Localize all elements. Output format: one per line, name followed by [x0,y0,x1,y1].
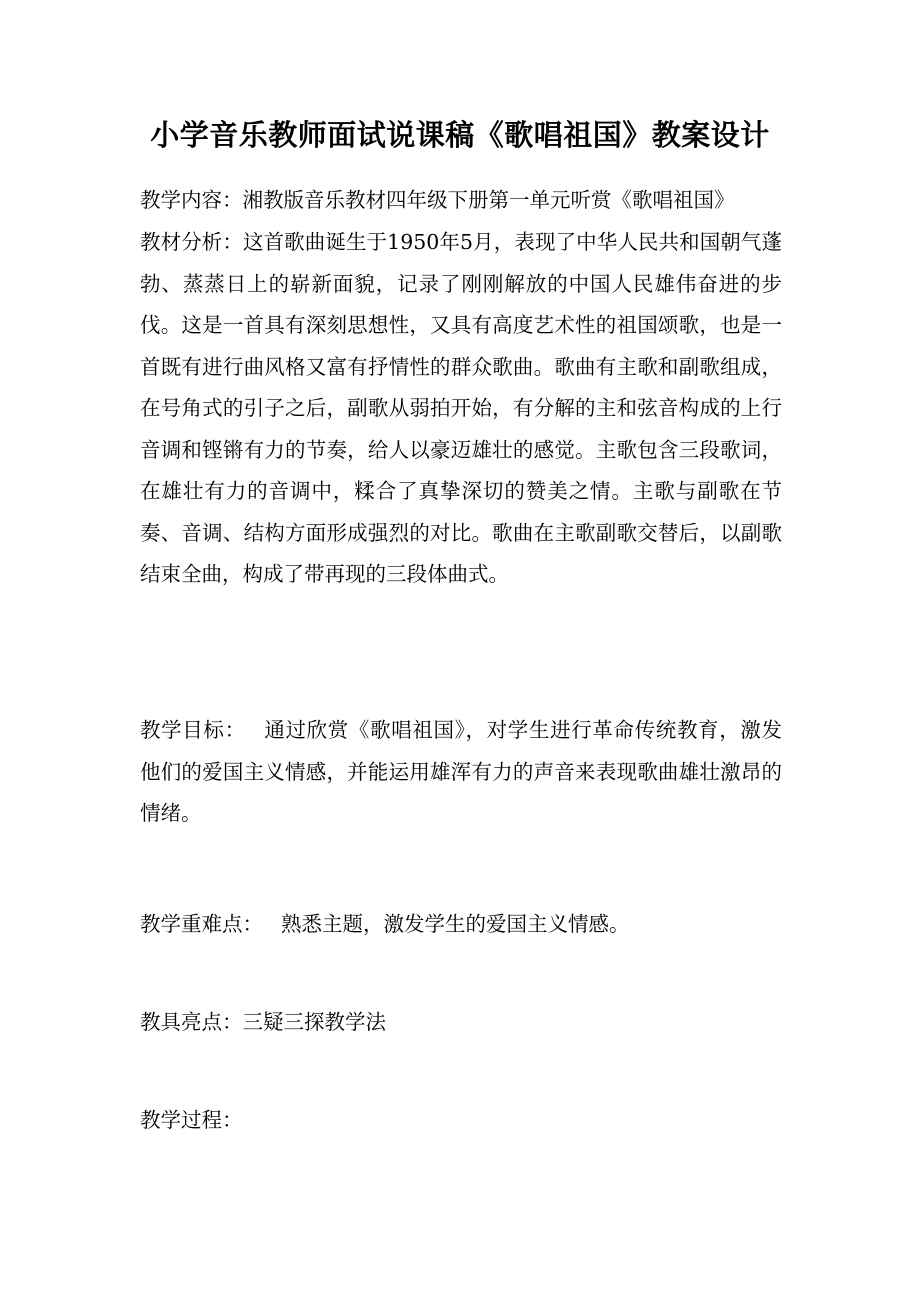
teaching-goal-text: 通过欣赏《歌唱祖国》，对学生进行革命传统教育，激发他们的爱国主义情感，并能运用雄浑有力的声音来表现歌曲雄壮激昂的情绪。 [140,718,783,825]
teaching-content-label: 教学内容： [140,188,243,212]
document-title: 小学音乐教师面试说课稿《歌唱祖国》教案设计 [150,118,770,152]
teaching-tools-label: 教具亮点： [140,1010,243,1034]
material-analysis-label: 教材分析： [140,230,243,254]
teaching-process-heading [140,1100,782,1142]
teaching-content-paragraph [140,180,782,222]
teaching-content-text: 湘教版音乐教材四年级下册第一单元听赏《歌唱祖国》 [242,188,735,212]
material-analysis-text: 这首歌曲诞生于1950年5月，表现了中华人民共和国朝气蓬勃、蒸蒸日上的崭新面貌，记录了刚刚解放的中国人民雄伟奋进的步伐。这是一首具有深刻思想性，又具有高度艺术性的祖国颂歌，也是一首既有进行曲风格又富有抒情性的群众歌曲。歌曲有主歌和副歌组成，在号角式的引子之后，副歌从弱拍开始，有分解的主和弦音构成的上行音调和铿锵有力的节奏，给人以豪迈雄壮的感觉。主歌包含三段歌词，在雄壮有力的音调中，糅合了真挚深切的赞美之情。主歌与副歌在节奏、音调、结构方面形成强烈的对比。歌曲在主歌副歌交替后，以副歌结束全曲，构成了带再现的三段体曲式。 [140,230,782,586]
key-points-text: 熟悉主题，激发学生的爱国主义情感。 [281,912,630,936]
key-points-paragraph [140,904,782,946]
key-points-label: 教学重难点： [140,912,263,936]
teaching-goal-paragraph [140,710,782,835]
teaching-tools-text: 三疑三探教学法 [242,1010,386,1034]
teaching-process-label: 教学过程： [140,1108,243,1132]
teaching-tools-paragraph [140,1002,782,1044]
teaching-goal-label: 教学目标： [140,718,246,742]
material-analysis-paragraph [140,222,782,596]
